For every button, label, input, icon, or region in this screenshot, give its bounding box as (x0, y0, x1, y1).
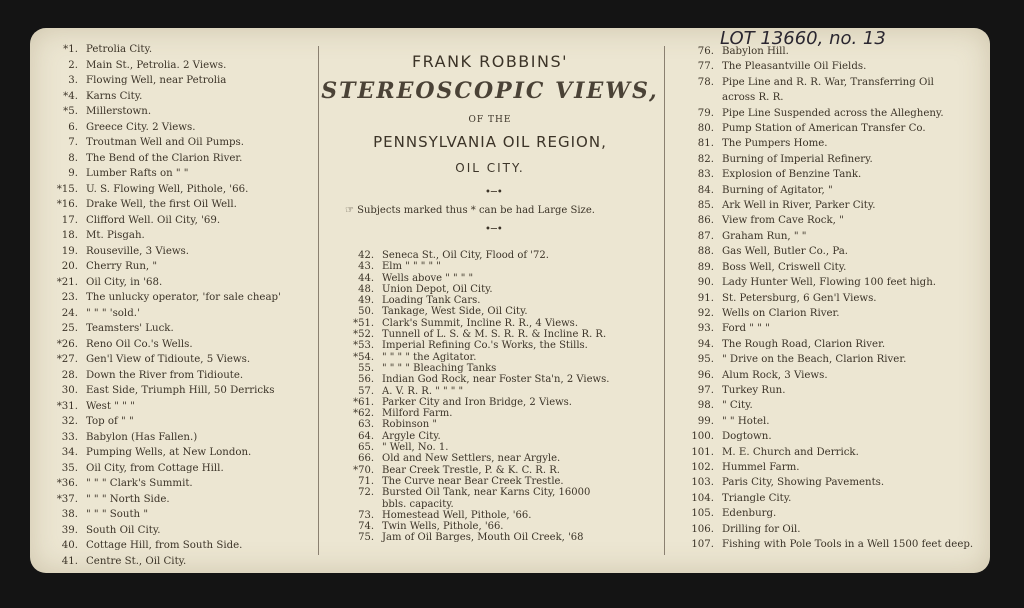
item-number: 48. (358, 283, 374, 295)
item-text: Petrolia City. (86, 44, 153, 55)
item-text: Jam of Oil Barges, Mouth Oil Creek, '68 (382, 532, 584, 544)
item-number: 100. (691, 431, 714, 443)
item-text: Loading Tank Cars. (382, 295, 481, 307)
item-number: 102. (691, 461, 714, 473)
item-number: 65. (358, 442, 374, 454)
item-text: Paris City, Showing Pavements. (722, 477, 885, 489)
list-item (674, 167, 973, 182)
item-text: U. S. Flowing Well, Pithole, '66. (86, 183, 249, 195)
item-number: 83. (697, 169, 714, 181)
item-number: 33. (61, 431, 78, 443)
list-item (330, 352, 609, 363)
item-text: Reno Oil Co.'s Wells. (86, 338, 193, 350)
list-item (30, 461, 281, 477)
list-item (674, 491, 973, 506)
item-number: 79. (697, 107, 714, 119)
item-number: 57. (358, 385, 374, 397)
list-item (330, 261, 609, 272)
item-text: Troutman Well and Oil Pumps. (86, 137, 244, 148)
list-item (330, 397, 609, 408)
stereoview-card-back (30, 28, 990, 573)
large-size-note: ☞ Subjects marked thus * can be had Large Size. (345, 205, 595, 216)
item-text: The Curve near Bear Creek Trestle. (382, 475, 564, 487)
item-number: *5. (63, 106, 78, 117)
list-item (674, 44, 973, 59)
list-item (674, 198, 973, 213)
list-item (674, 183, 973, 198)
item-text: The unlucky operator, 'for sale cheap' (86, 292, 281, 303)
item-number: 50. (358, 306, 374, 318)
item-number: 6. (68, 121, 78, 133)
item-number: 7. (68, 137, 78, 148)
item-text: Burning of Agitator, " (722, 184, 833, 196)
publisher-title: FRANK ROBBINS' (411, 52, 569, 71)
handwritten-lot-number: LOT 13660, no. 13 (720, 28, 886, 49)
item-number: 87. (697, 230, 714, 242)
list-item (674, 414, 973, 429)
list-item (30, 445, 281, 461)
list-item (330, 273, 609, 284)
list-item (674, 90, 973, 105)
list-item (30, 414, 281, 430)
item-text: Boss Well, Criswell City. (722, 261, 847, 273)
ornament-bottom: •─• (485, 224, 503, 235)
list-item (674, 121, 973, 136)
item-text: " " " South " (86, 509, 149, 520)
list-item (674, 537, 973, 552)
item-number: *16. (56, 199, 78, 210)
list-item (30, 492, 281, 508)
item-text: Millerstown. (86, 106, 152, 117)
list-item (30, 476, 281, 492)
item-text: Rouseville, 3 Views. (86, 245, 190, 257)
item-number: *53. (353, 340, 374, 352)
item-text: Main St., Petrolia. 2 Views. (86, 59, 227, 71)
item-text: Wells on Clarion River. (722, 307, 840, 319)
list-item (674, 106, 973, 121)
item-number (674, 90, 714, 105)
item-number: 66. (358, 453, 374, 465)
item-number: 84. (697, 184, 714, 196)
item-text: bbls. capacity. (382, 498, 454, 510)
item-number: 25. (61, 323, 78, 334)
list-item (30, 554, 281, 570)
item-number: 75. (358, 532, 374, 544)
item-number: 38. (61, 509, 78, 520)
item-text: Wells above " " " " (382, 272, 474, 284)
list-item (30, 259, 281, 275)
item-number: 43. (358, 261, 374, 273)
item-text: " " " 'sold.' (86, 307, 140, 319)
list-item (30, 135, 281, 151)
item-number: *21. (56, 276, 78, 288)
item-number: 89. (697, 261, 714, 273)
item-text: Tankage, West Side, Oil City. (382, 306, 528, 318)
item-text: Indian God Rock, near Foster Sta'n, 2 Views. (382, 374, 610, 386)
item-text: Elm " " " " " (382, 261, 441, 273)
item-number: 88. (697, 246, 714, 258)
item-text: View from Cave Rock, " (722, 215, 844, 227)
item-number: 35. (61, 462, 78, 474)
ornament-top: •─• (485, 187, 503, 198)
item-text: Homestead Well, Pithole, '66. (382, 509, 532, 521)
item-number: *26. (56, 338, 78, 350)
item-number: *37. (56, 493, 78, 505)
list-item (30, 197, 281, 213)
item-text: The Rough Road, Clarion River. (722, 338, 886, 350)
list-item (674, 213, 973, 228)
item-number: 20. (61, 261, 78, 272)
list-item (30, 58, 281, 74)
item-number: 3. (68, 75, 78, 86)
item-text: " " " " the Agitator. (382, 351, 477, 363)
item-number: 63. (358, 419, 374, 431)
list-item (674, 383, 973, 398)
item-number: 104. (691, 492, 714, 504)
list-item (330, 465, 609, 476)
list-item (674, 368, 973, 383)
list-item (30, 399, 281, 415)
item-number: 101. (691, 446, 714, 458)
item-number: 81. (697, 138, 714, 150)
item-text: Babylon Hill. (722, 46, 789, 57)
list-item (330, 250, 609, 261)
item-number: 56. (358, 374, 374, 386)
item-text: Turkey Run. (722, 384, 786, 396)
item-text: East Side, Triumph Hill, 50 Derricks (86, 385, 275, 396)
item-number: 91. (697, 292, 714, 304)
item-number: 34. (61, 447, 78, 458)
item-text: Hummel Farm. (722, 461, 800, 473)
item-text: Bear Creek Trestle, P. & K. C. R. R. (382, 464, 560, 476)
item-number: 97. (697, 384, 714, 396)
item-text: Centre St., Oil City. (86, 555, 187, 567)
item-text: across R. R. (722, 92, 784, 104)
list-item (674, 429, 973, 444)
list-item (674, 275, 973, 290)
item-text: Imperial Refining Co.'s Works, the Stills. (382, 340, 588, 352)
item-number: 9. (68, 168, 78, 179)
item-text: Graham Run, " " (722, 230, 807, 242)
column-divider-left (318, 46, 319, 555)
list-item (30, 275, 281, 291)
item-text: " City. (722, 400, 753, 412)
item-text: South Oil City. (86, 524, 161, 536)
item-number: 41. (61, 555, 78, 567)
list-item (330, 284, 609, 295)
item-text: St. Petersburg, 6 Gen'l Views. (722, 292, 877, 304)
item-number: 80. (697, 123, 714, 135)
list-item (330, 431, 609, 442)
item-text: Pipe Line Suspended across the Allegheny. (722, 107, 944, 119)
item-text: Ark Well in River, Parker City. (722, 200, 876, 212)
list-item (30, 430, 281, 446)
item-text: Parker City and Iron Bridge, 2 Views. (382, 396, 572, 408)
item-text: Gen'l View of Tidioute, 5 Views. (86, 354, 251, 365)
item-text: Down the River from Tidioute. (86, 369, 244, 381)
item-text: Drilling for Oil. (722, 523, 801, 535)
item-text: Dogtown. (722, 431, 772, 443)
item-text: M. E. Church and Derrick. (722, 446, 859, 458)
list-item (30, 166, 281, 182)
item-text: Fishing with Pole Tools in a Well 1500 feet deep. (722, 539, 974, 550)
item-text: The Bend of the Clarion River. (86, 152, 243, 164)
list-item (674, 352, 973, 367)
left-list (30, 42, 281, 569)
item-text: The Pumpers Home. (722, 138, 828, 150)
list-item (330, 386, 609, 397)
list-item (330, 442, 609, 453)
list-item (330, 318, 609, 329)
item-number: 30. (61, 385, 78, 396)
item-number: 73. (358, 509, 374, 521)
list-item (30, 352, 281, 368)
list-item (674, 306, 973, 321)
item-number: *61. (353, 396, 374, 408)
item-number: 32. (61, 416, 78, 427)
list-item (330, 510, 609, 521)
list-item (30, 306, 281, 322)
item-number: 55. (358, 362, 374, 374)
list-item (30, 244, 281, 260)
item-text: " " " Clark's Summit. (86, 478, 193, 489)
item-number: 44. (358, 272, 374, 284)
item-text: Drake Well, the first Oil Well. (86, 199, 237, 210)
item-number: *54. (353, 351, 374, 363)
item-text: Karns City. (86, 90, 143, 102)
list-item (330, 532, 609, 543)
item-number: *15. (56, 183, 78, 195)
list-item (30, 120, 281, 136)
item-number: 39. (61, 524, 78, 536)
item-text: Flowing Well, near Petrolia (86, 75, 227, 86)
item-text: Babylon (Has Fallen.) (86, 431, 198, 443)
item-text: Tunnell of L. S. & M. S. R. R. & Incline R. R. (382, 329, 607, 341)
item-text: Triangle City. (722, 492, 792, 504)
item-text: Explosion of Benzine Tank. (722, 169, 862, 181)
item-number: 28. (61, 369, 78, 381)
item-number: 99. (697, 415, 714, 427)
item-number (330, 499, 374, 510)
item-text: A. V. R. R. " " " " (382, 385, 464, 397)
item-text: " Drive on the Beach, Clarion River. (722, 354, 907, 366)
list-item (30, 523, 281, 539)
item-number: 96. (697, 369, 714, 381)
item-text: Seneca St., Oil City, Flood of '72. (382, 250, 549, 261)
list-item (330, 306, 609, 317)
list-item (674, 59, 973, 74)
item-text: Milford Farm. (382, 408, 453, 420)
item-text: Cottage Hill, from South Side. (86, 540, 243, 551)
list-item (30, 42, 281, 58)
item-text: Cherry Run, " (86, 261, 158, 272)
item-number: *62. (353, 408, 374, 420)
item-number: *1. (63, 44, 78, 55)
list-item (30, 182, 281, 198)
item-text: Pump Station of American Transfer Co. (722, 123, 926, 135)
item-text: Union Depot, Oil City. (382, 283, 493, 295)
item-text: Argyle City. (382, 430, 441, 442)
list-item (30, 73, 281, 89)
region-title: PENNSYLVANIA OIL REGION, (373, 133, 607, 151)
item-number: 49. (358, 295, 374, 307)
item-text: Oil City, in '68. (86, 276, 163, 288)
item-number: 90. (697, 277, 714, 289)
list-item (30, 538, 281, 554)
list-item (330, 340, 609, 351)
list-item (330, 374, 609, 385)
city-title: OIL CITY. (455, 161, 525, 175)
list-item (30, 368, 281, 384)
item-number: 8. (68, 152, 78, 164)
item-number: 98. (697, 400, 714, 412)
item-text: Twin Wells, Pithole, '66. (382, 521, 504, 533)
list-item (330, 408, 609, 419)
item-text: Top of " " (86, 416, 134, 427)
list-item (330, 295, 609, 306)
list-item (674, 460, 973, 475)
item-text: Robinson " (382, 419, 437, 431)
item-text: Pipe Line and R. R. War, Transferring Oil (722, 76, 934, 88)
item-text: Teamsters' Luck. (86, 323, 174, 334)
item-number: 85. (697, 200, 714, 212)
item-text: Clifford Well. Oil City, '69. (86, 214, 221, 226)
item-number: 103. (691, 477, 714, 489)
item-number: 19. (61, 245, 78, 257)
item-number: *4. (63, 90, 78, 102)
item-number: 18. (61, 230, 78, 241)
item-number: *70. (353, 464, 374, 476)
right-list (674, 44, 973, 552)
item-number: 64. (358, 430, 374, 442)
list-item (674, 337, 973, 352)
list-item (674, 398, 973, 413)
list-item (674, 136, 973, 151)
item-text: Ford " " " (722, 323, 770, 335)
of-the-text: OF THE (468, 115, 512, 125)
item-number: 82. (697, 153, 714, 165)
list-item (330, 499, 609, 510)
list-item (330, 487, 609, 498)
item-text: Greece City. 2 Views. (86, 121, 196, 133)
item-number: 71. (358, 475, 374, 487)
item-text: West " " " (86, 400, 135, 412)
item-text: " " " " Bleaching Tanks (382, 362, 497, 374)
list-item (674, 445, 973, 460)
item-text: " " " North Side. (86, 493, 170, 505)
item-number: 92. (697, 307, 714, 319)
list-item (330, 476, 609, 487)
item-text: Burning of Imperial Refinery. (722, 153, 873, 165)
list-item (330, 521, 609, 532)
list-item (674, 244, 973, 259)
item-text: Clark's Summit, Incline R. R., 4 Views. (382, 317, 578, 329)
list-item (330, 453, 609, 464)
list-item (674, 522, 973, 537)
item-number: 94. (697, 338, 714, 350)
item-number: 17. (61, 214, 78, 226)
item-number: *52. (353, 329, 374, 341)
item-number: *36. (56, 478, 78, 489)
list-item (30, 151, 281, 167)
list-item (674, 475, 973, 490)
item-text: Old and New Settlers, near Argyle. (382, 453, 561, 465)
list-item (30, 290, 281, 306)
item-number: 42. (358, 250, 374, 261)
middle-list (330, 250, 609, 544)
list-item (330, 363, 609, 374)
list-item (674, 75, 973, 90)
list-item (30, 213, 281, 229)
item-text: " " Hotel. (722, 415, 770, 427)
list-item (674, 291, 973, 306)
item-text: Mt. Pisgah. (86, 230, 145, 241)
list-item (674, 152, 973, 167)
item-number: 106. (691, 523, 714, 535)
item-number: 95. (697, 354, 714, 366)
item-number: 24. (61, 307, 78, 319)
list-item (674, 260, 973, 275)
list-item (30, 228, 281, 244)
item-text: The Pleasantville Oil Fields. (722, 61, 867, 73)
list-item (30, 321, 281, 337)
list-item (30, 383, 281, 399)
item-text: Pumping Wells, at New London. (86, 447, 252, 458)
list-item (30, 507, 281, 523)
item-number: 72. (358, 487, 374, 499)
item-number: 2. (68, 59, 78, 71)
list-item (674, 321, 973, 336)
item-number: 105. (691, 508, 714, 520)
item-text: " Well, No. 1. (382, 442, 449, 454)
list-item (30, 89, 281, 105)
item-number: 107. (691, 539, 714, 550)
list-item (674, 506, 973, 521)
list-item (330, 419, 609, 430)
item-number: 86. (697, 215, 714, 227)
column-divider-right (664, 46, 665, 555)
list-item (674, 229, 973, 244)
item-text: Edenburg. (722, 508, 777, 520)
item-number: 78. (697, 76, 714, 88)
item-text: Gas Well, Butler Co., Pa. (722, 246, 849, 258)
list-item (30, 104, 281, 120)
item-number: *27. (56, 354, 78, 365)
list-item (330, 329, 609, 340)
item-number: 74. (358, 521, 374, 533)
item-number: 93. (697, 323, 714, 335)
item-text: Lumber Rafts on " " (86, 168, 189, 179)
list-item (30, 337, 281, 353)
item-number: 40. (61, 540, 78, 551)
item-text: Lady Hunter Well, Flowing 100 feet high. (722, 277, 936, 289)
item-number: *31. (56, 400, 78, 412)
item-text: Oil City, from Cottage Hill. (86, 462, 224, 474)
item-number: 76. (697, 46, 714, 57)
item-number: 77. (697, 61, 714, 73)
item-text: Alum Rock, 3 Views. (722, 369, 828, 381)
item-number: 23. (61, 292, 78, 303)
item-number: *51. (353, 317, 374, 329)
item-text: Bursted Oil Tank, near Karns City, 16000 (382, 487, 591, 499)
series-title: STEREOSCOPIC VIEWS, (321, 78, 659, 104)
